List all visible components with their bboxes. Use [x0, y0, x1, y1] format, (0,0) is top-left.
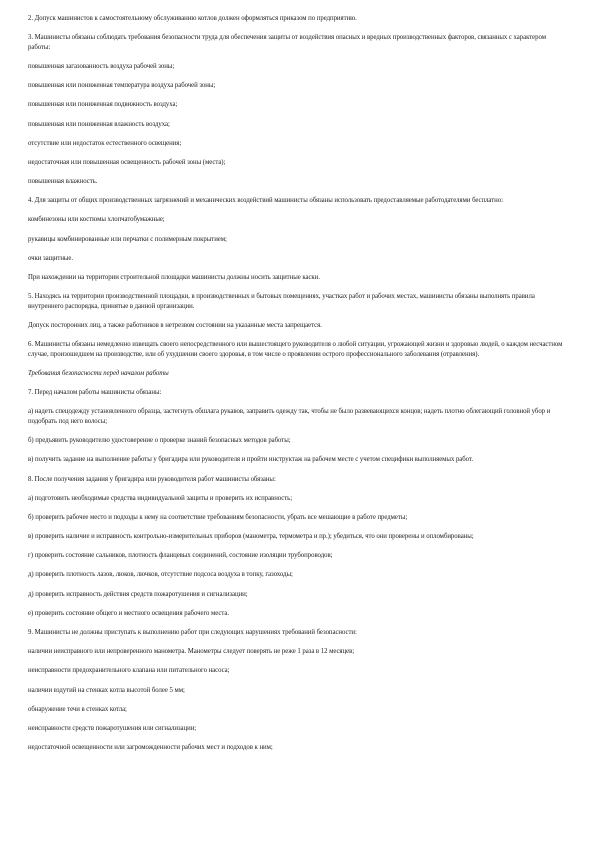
paragraph: 2. Допуск машинистов к самостоятельному обслуживанию котлов должен оформляться приказом по предприятию.	[28, 15, 357, 22]
paragraph: б) предъявить руководителю удостоверение о проверке знаний безопасных методов работы;	[28, 437, 291, 445]
paragraph: е) проверить состояние общего и местного освещения рабочего места.	[28, 609, 230, 617]
paragraph: неисправности средств пожаротушения или сигнализации;	[28, 724, 197, 732]
document-page	[28, 14, 564, 753]
paragraph: комбинезоны или костюмы хлопчатобумажные;	[28, 216, 165, 224]
paragraph: а) подготовить необходимые средства индивидуальной защиты и проверить их исправность;	[28, 494, 293, 502]
paragraph: повышенная загазованность воздуха рабочей зоны;	[28, 62, 175, 70]
paragraph: обнаружение течи в стенках котла;	[28, 705, 127, 713]
paragraph: б) проверить рабочее место и подходы к нему на соответствие требованиям безопасности, убрать все мешающие в работе предметы;	[28, 513, 408, 521]
paragraph: неисправности предохранительного клапана или питательного насоса;	[28, 667, 230, 675]
paragraph: в) проверить наличие и исправность контрольно-измерительных приборов (манометра, термометра и пр.); убедиться, что они проверены и опломбированы;	[28, 533, 474, 541]
paragraph: 7. Перед началом работы машинисты обязаны:	[28, 389, 162, 397]
paragraph: 9. Машинисты не должны приступать к выполнению работ при следующих нарушениях требований безопасности:	[28, 629, 357, 636]
paragraph: отсутствие или недостаток естественного освещения;	[28, 139, 182, 147]
paragraph: 6. Машинисты обязаны немедленно извещать своего непосредственного или вышестоящего руководителя о любой ситуации, угрожающей жизни и здоровью людей, о каждом несчастном случае, произошедшем на производстве, или об ухудшении своего здоровья, в том числе о проявлении острого профессионального заболевания (отравления).	[28, 341, 563, 358]
paragraph: повышенная или пониженная влажность воздуха;	[28, 120, 170, 128]
section-heading: Требования безопасности перед началом работы	[28, 369, 169, 377]
paragraph: повышенная или пониженная температура воздуха рабочей зоны;	[28, 82, 216, 90]
paragraph: 8. После получения задания у бригадира или руководителя работ машинисты обязаны:	[28, 475, 276, 483]
paragraph: Допуск посторонних лиц, а также работников в нетрезвом состоянии на указанные места запрещается.	[28, 322, 322, 329]
paragraph: наличии неисправного или непроверенного манометра. Манометры следует поверять не реже 1 раза в 12 месяцев;	[28, 648, 355, 656]
paragraph: 5. Находясь на территории производственной площадки, в производственных и бытовых помещениях, участках работ и рабочих местах, машинисты обязаны выполнять правила внутреннего распорядка, принятые в данной организации.	[28, 293, 535, 310]
paragraph: наличии вздутий на стенках котла высотой более 5 мм;	[28, 686, 185, 694]
paragraph: повышенная влажность.	[28, 178, 98, 186]
paragraph: г) проверить состояние сальников, плотность фланцевых соединений, состояние изоляции трубопроводов;	[28, 552, 333, 560]
paragraph: а) надеть спецодежду установленного образца, застегнуть обшлага рукавов, заправить одежду так, чтобы не было развевающихся концов; надеть плотно облегающий головной убор и подобрать под него волосы;	[28, 408, 551, 425]
paragraph: недостаточная или повышенная освещенность рабочей зоны (места);	[28, 158, 226, 166]
paragraph: 4. Для защиты от общих производственных загрязнений и механических воздействий машинисты обязаны использовать предоставляемые работодателями бесплатно:	[28, 197, 503, 205]
paragraph: повышенная или пониженная подвижность воздуха;	[28, 101, 178, 109]
paragraph: 3. Машинисты обязаны соблюдать требования безопасности труда для обеспечения защиты от воздействия опасных и вредных производственных факторов, связанных с характером работы:	[28, 34, 546, 51]
paragraph: рукавицы комбинированные или перчатки с полимерным покрытием;	[28, 235, 227, 243]
paragraph: очки защитные.	[28, 254, 74, 262]
paragraph: в) получить задание на выполнение работы у бригадира или руководителя и пройти инструктаж на рабочем месте с учетом специфики выполняемых работ.	[28, 456, 473, 464]
paragraph: недостаточной освещенности или загроможденности рабочих мест и подходов к ним;	[28, 744, 273, 752]
paragraph: д) проверить плотность лазов, люков, лючков, отсутствие подсоса воздуха в топку, газоходы;	[28, 571, 293, 579]
paragraph: д) проверить исправность действия средств пожаротушения и сигнализации;	[28, 590, 248, 598]
paragraph: При нахождении на территории строительной площадки машинисты должны носить защитные каски.	[28, 274, 320, 282]
